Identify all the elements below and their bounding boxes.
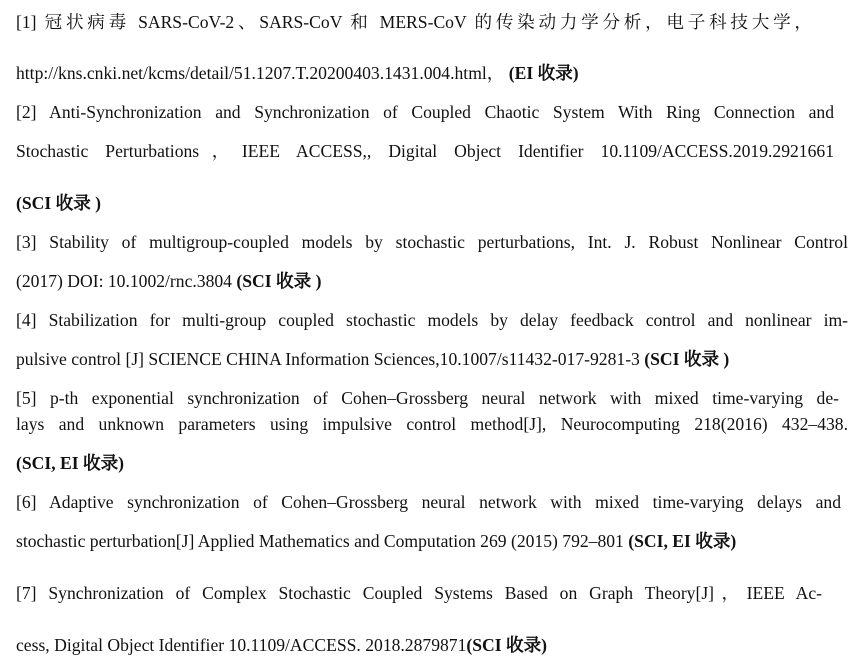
reference-2-line-2: Stochastic Perturbations，IEEE ACCESS,, Digital Object Identifier 10.1109/ACCESS.2019.2921661: [16, 141, 834, 161]
reference-5-line-1: [5] p-th exponential synchronization of Cohen–Grossberg neural network with mixed time-varying de-: [16, 388, 839, 408]
reference-1-line-1: [1] 冠状病毒 SARS-CoV-2、SARS-CoV 和 MERS-CoV 的传染动力学分析，电子科技大学，: [16, 12, 812, 32]
reference-7-line-1: [7] Synchronization of Complex Stochastic Coupled Systems Based on Graph Theory[J]，IEEE Ac-: [16, 583, 822, 603]
reference-5-line-2: lays and unknown parameters using impulsive control method[J], Neurocomputing 218(2016) 432–438.: [16, 414, 848, 434]
reference-6-line-2: stochastic perturbation[J] Applied Mathematics and Computation 269 (2015) 792–801 (SCI, EI 收录): [16, 531, 737, 551]
reference-6-line-1: [6] Adaptive synchronization of Cohen–Grossberg neural network with mixed time-varying delays and: [16, 492, 841, 512]
index-tag: (EI 收录): [508, 63, 579, 83]
reference-1-line-2: http://kns.cnki.net/kcms/detail/51.1207.T.20200403.1431.004.html， (EI 收录): [16, 63, 579, 83]
reference-2-line-3: [16, 192, 101, 214]
reference-3-line-1: [3] Stability of multigroup-coupled models by stochastic perturbations, Int. J. Robust Nonlinear Control: [16, 232, 848, 252]
reference-4-line-2: pulsive control [J] SCIENCE CHINA Information Sciences,10.1007/s11432-017-9281-3 (SCI 收录 ): [16, 349, 730, 369]
reference-2-line-1: [2] Anti-Synchronization and Synchronization of Coupled Chaotic System With Ring Connection and: [16, 102, 834, 122]
index-tag: (SCI 收录): [466, 635, 548, 655]
reference-4-line-1: [4] Stabilization for multi-group coupled stochastic models by delay feedback control and nonlinear im-: [16, 310, 848, 330]
index-tag: (SCI 收录 ): [644, 349, 730, 369]
reference-5-line-3: [16, 452, 124, 474]
index-tag: (SCI, EI 收录): [628, 531, 737, 551]
index-tag: (SCI, EI 收录): [16, 453, 125, 473]
reference-3-line-2: (2017) DOI: 10.1002/rnc.3804 (SCI 收录 ): [16, 271, 322, 291]
index-tag: (SCI 收录 ): [16, 193, 102, 213]
reference-7-line-2: cess, Digital Object Identifier 10.1109/ACCESS. 2018.2879871(SCI 收录): [16, 635, 548, 655]
index-tag: (SCI 收录 ): [236, 271, 322, 291]
